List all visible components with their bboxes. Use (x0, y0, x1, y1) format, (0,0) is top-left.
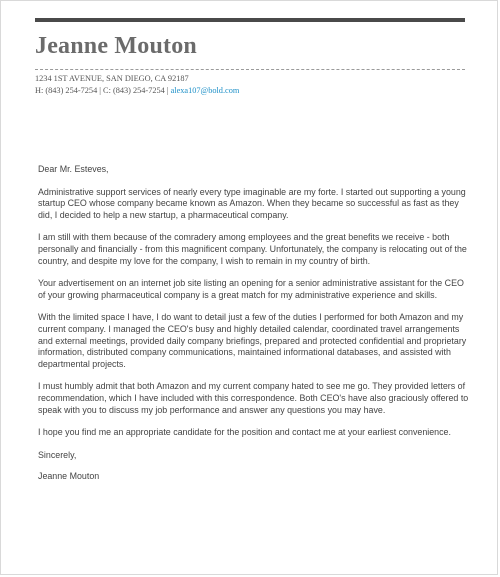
letter-signature: Jeanne Mouton (38, 471, 100, 482)
contact-phone-home: H: (843) 254-7254 (35, 86, 98, 95)
header-divider (35, 69, 465, 70)
letter-paragraph: I am still with them because of the comradery among employees and the great benefits we receive - both personally and financially - from this magnificent company. Unfortunately, the company is relocating out of the country, and despite my love for the company, I wish to remain in my country of birth. (38, 232, 467, 266)
header-top-bar (35, 18, 465, 22)
letter-closing: Sincerely, (38, 449, 77, 460)
contact-line (35, 85, 239, 97)
letter-paragraph: Your advertisement on an internet job site listing an opening for a senior administrative assistant for the CEO of your growing pharmaceutical company is a great match for my administrative experience and skills. (38, 278, 464, 300)
contact-separator: | (97, 86, 104, 95)
letter-paragraph: I hope you find me an appropriate candidate for the position and contact me at your earliest convenience. (38, 427, 451, 438)
contact-email-link[interactable]: alexa107@bold.com (170, 86, 240, 95)
letter-body (38, 164, 470, 494)
contact-separator: | (164, 86, 171, 95)
contact-block (35, 73, 239, 97)
contact-phone-cell: C: (843) 254-7254 (103, 86, 165, 95)
applicant-name: Jeanne Mouton (35, 33, 197, 59)
letter-salutation: Dear Mr. Esteves, (38, 164, 109, 174)
contact-address: 1234 1ST AVENUE, SAN DIEGO, CA 92187 (35, 74, 189, 83)
letter-paragraph: I must humbly admit that both Amazon and my current company hated to see me go. They provided letters of recommendation, which I have included with this correspondence. Both CEO's have also graciously offered to speak with you to discuss my job performance and answer any questions you may have. (38, 381, 469, 415)
letter-paragraph: Administrative support services of nearly every type imaginable are my forte. I started out supporting a young startup CEO whose company became known as Amazon. When they became so successful as fast as they did, I decided to help a new startup, a pharmaceutical company. (38, 186, 466, 220)
letter-paragraph: With the limited space I have, I do want to detail just a few of the duties I performed for both Amazon and my current company. I managed the CEO's busy and highly detailed calendar, coordinated travel arrangements and external meetings, provided daily company briefings, prepared and protected confidential and proprietary information, distributed company communications, maintained informational databases, and assisted with departmental projects. (38, 312, 467, 369)
